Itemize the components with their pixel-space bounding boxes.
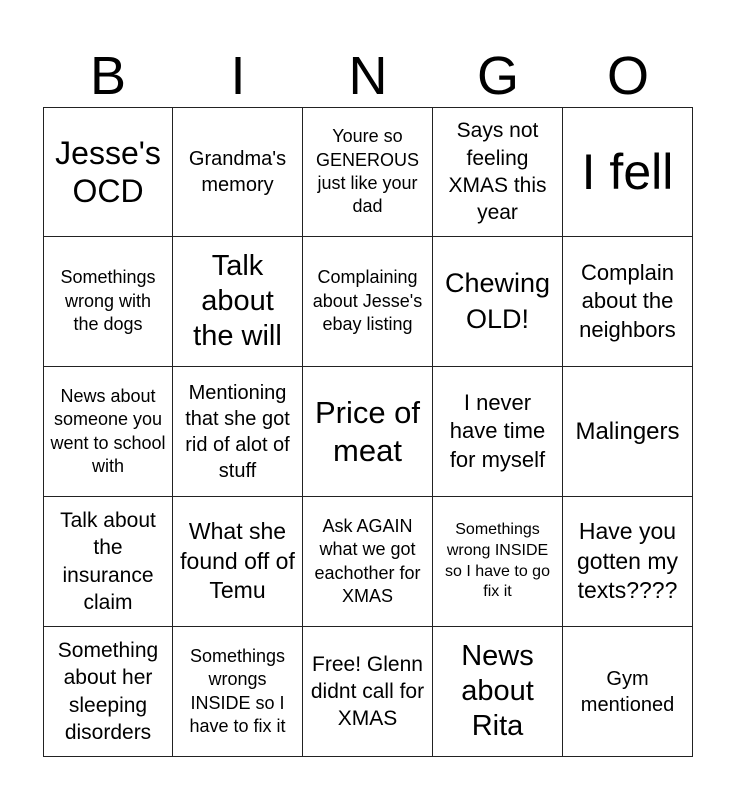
bingo-cell-text: Something about her sleeping disorders <box>57 638 159 744</box>
bingo-cell-r2c4[interactable] <box>563 367 693 497</box>
bingo-cell-text: Price of meat <box>314 395 421 468</box>
header-letter-b: B <box>89 46 127 106</box>
bingo-cell-r3c2[interactable] <box>303 497 433 627</box>
bingo-cell-text: Grandma's memory <box>188 148 287 196</box>
bingo-cell-r0c1[interactable] <box>173 107 303 237</box>
bingo-cell-r0c0[interactable] <box>43 107 173 237</box>
bingo-cell-r3c0[interactable] <box>43 497 173 627</box>
bingo-cell-r1c1[interactable] <box>173 237 303 367</box>
bingo-cell-r4c0[interactable] <box>43 627 173 757</box>
bingo-cell-r1c3[interactable] <box>433 237 563 367</box>
bingo-cell-r2c2[interactable] <box>303 367 433 497</box>
bingo-cell-r4c3[interactable] <box>433 627 563 757</box>
bingo-cell-text: Jesse's OCD <box>55 134 161 209</box>
bingo-card-grid <box>43 107 693 757</box>
bingo-cell-text: I never have time for myself <box>449 389 546 472</box>
header-letter-g: G <box>476 46 519 106</box>
bingo-cell-text: Talk about the will <box>193 250 282 352</box>
bingo-cell-r3c1[interactable] <box>173 497 303 627</box>
bingo-cell-r0c3[interactable] <box>433 107 563 237</box>
bingo-cell-text: Chewing OLD! <box>444 268 551 334</box>
bingo-cell-r0c4[interactable] <box>563 107 693 237</box>
bingo-cell-text: Somethings wrong with the dogs <box>60 267 156 335</box>
bingo-cell-r4c4[interactable] <box>563 627 693 757</box>
bingo-cell-r2c0[interactable] <box>43 367 173 497</box>
header-letter-o: O <box>606 46 649 106</box>
bingo-cell-r1c2[interactable] <box>303 237 433 367</box>
header-letter-n: N <box>348 46 388 106</box>
bingo-cell-r1c0[interactable] <box>43 237 173 367</box>
bingo-cell-text: News about Rita <box>461 640 534 742</box>
bingo-cell-text: Mentioning that she got rid of alot of stuff <box>185 381 290 482</box>
bingo-cell-text: I fell <box>581 144 674 200</box>
bingo-header <box>43 45 693 107</box>
bingo-cell-text: Complain about the neighbors <box>579 259 676 342</box>
bingo-cell-text: Youre so GENEROUS just like your dad <box>315 126 420 217</box>
bingo-cell-text: Free! Glenn didnt call for XMAS <box>310 652 425 731</box>
bingo-cell-r0c2[interactable] <box>303 107 433 237</box>
bingo-cell-r4c1[interactable] <box>173 627 303 757</box>
bingo-cell-r1c4[interactable] <box>563 237 693 367</box>
bingo-cell-text: Ask AGAIN what we got eachother for XMAS <box>314 515 421 606</box>
bingo-cell-text: What she found off of Temu <box>180 517 295 604</box>
bingo-cell-text: Says not feeling XMAS this year <box>448 119 547 225</box>
bingo-cell-text: Complaining about Jesse's ebay listing <box>312 267 423 335</box>
bingo-cell-text: News about someone you went to school with <box>50 385 166 476</box>
bingo-cell-r3c4[interactable] <box>563 497 693 627</box>
bingo-cell-text: Malingers <box>575 417 680 445</box>
bingo-cell-r4c2[interactable] <box>303 627 433 757</box>
bingo-cell-text: Gym mentioned <box>580 667 675 716</box>
bingo-cell-r2c1[interactable] <box>173 367 303 497</box>
bingo-cell-r2c3[interactable] <box>433 367 563 497</box>
bingo-cell-r3c3[interactable] <box>433 497 563 627</box>
bingo-cell-text: Have you gotten my texts???? <box>577 517 678 604</box>
bingo-cell-text: Somethings wrongs INSIDE so I have to fix it <box>189 645 286 736</box>
bingo-cell-text: Talk about the insurance claim <box>60 508 156 614</box>
header-letter-i: I <box>230 46 246 106</box>
bingo-cell-text: Somethings wrong INSIDE so I have to go fix it <box>445 520 550 601</box>
